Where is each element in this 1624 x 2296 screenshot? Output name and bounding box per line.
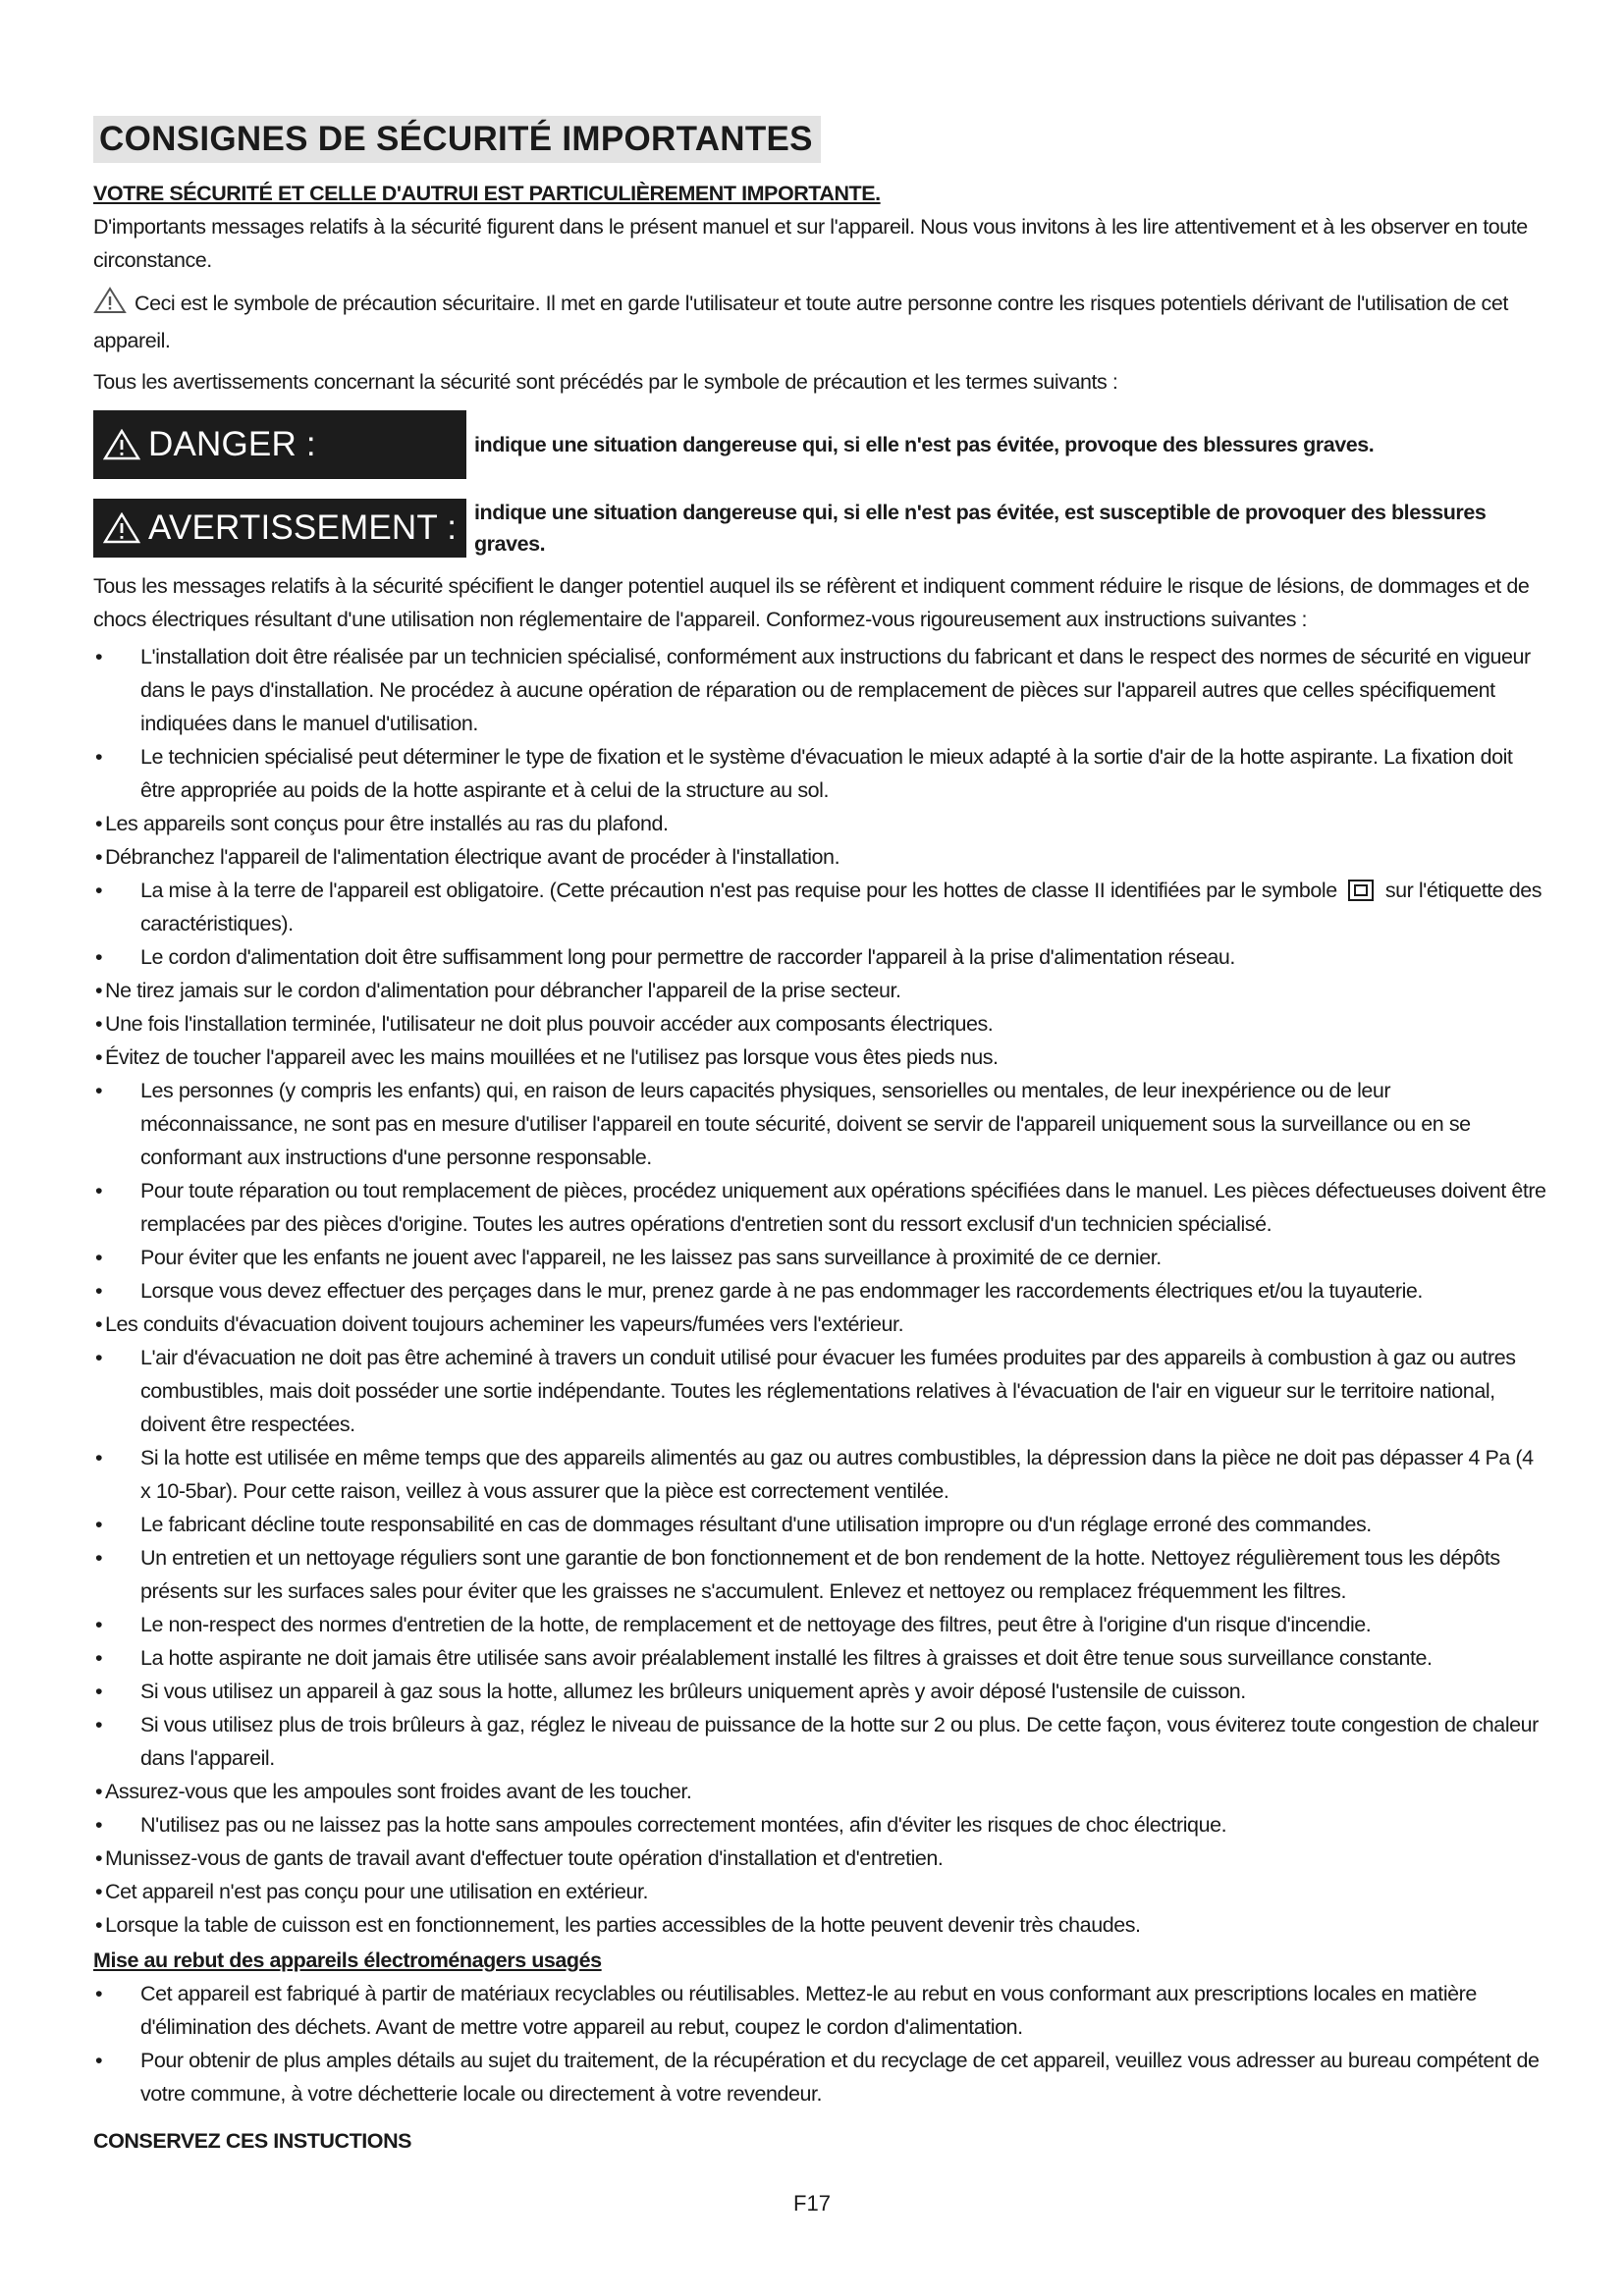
warning-triangle-icon (93, 287, 127, 324)
symbol-paragraph (93, 287, 1546, 357)
list-item: • Le non-respect des normes d'entretien de la hotte, de remplacement et de nettoyage des filtres, peut être à l'origine d'un risque d'incendie. (95, 1613, 1372, 1636)
danger-text: indique une situation dangereuse qui, si elle n'est pas évitée, provoque des blessures graves. (474, 433, 1375, 456)
disposal-list (93, 1977, 1546, 2110)
symbol-text: Ceci est le symbole de précaution sécuritaire. Il met en garde l'utilisateur et toute autre personne contre les risques potentiels dérivant de l'utilisation de cet appareil. (93, 292, 1508, 352)
list-item: • Évitez de toucher l'appareil avec les mains mouillées et ne l'utilisez pas lorsque vous êtes pieds nus. (95, 1045, 999, 1069)
list-item: • Cet appareil est fabriqué à partir de matériaux recyclables ou réutilisables. Mettez-le au rebut en vous conformant aux prescriptions locales en matière d'élimination des déchets. Avant de mettre votre appareil au rebut, coupez le cordon d'alimentation. (95, 1982, 1477, 2039)
intro-paragraph: D'importants messages relatifs à la sécurité figurent dans le présent manuel et sur l'appareil. Nous vous invitons à les lire attentivement et à les observer en toute circonstance. (93, 215, 1528, 272)
warning-triangle-icon (103, 429, 140, 460)
danger-label-box (93, 410, 466, 479)
safety-list (93, 640, 1546, 1942)
list-item: • Débranchez l'appareil de l'alimentation électrique avant de procéder à l'installation. (95, 845, 840, 869)
preceded-paragraph: Tous les avertissements concernant la sécurité sont précédés par le symbole de précaution et les termes suivants : (93, 370, 1118, 394)
list-item: • Les personnes (y compris les enfants) qui, en raison de leurs capacités physiques, sensorielles ou mentales, de leur inexpérience ou de leur méconnaissance, ne sont pas en mesure d'utiliser l'appareil en toute sécurité, doivent se servir de l'appareil uniquement sous la surveillance ou en se conformant aux instructions d'une personne responsable. (95, 1079, 1471, 1169)
list-item: • Pour obtenir de plus amples détails au sujet du traitement, de la récupération et du recyclage de cet appareil, veuillez vous adresser au bureau compétent de votre commune, à votre déchetterie locale ou directement à votre revendeur. (95, 2049, 1540, 2106)
list-item: • Lorsque la table de cuisson est en fonctionnement, les parties accessibles de la hotte peuvent devenir très chaudes. (95, 1913, 1141, 1937)
list-item: • Les appareils sont conçus pour être installés au ras du plafond. (95, 812, 669, 835)
signal-danger (93, 410, 1546, 479)
list-item: • L'installation doit être réalisée par un technicien spécialisé, conformément aux instructions du fabricant et dans le respect des normes de sécurité en vigueur dans le pays d'installation. Ne procédez à aucune opération de réparation ou de remplacement de pièces sur l'appareil autres que celles spécifiquement indiquées dans le manuel d'utilisation. (95, 645, 1531, 735)
list-item: • Pour toute réparation ou tout remplacement de pièces, procédez uniquement aux opérations spécifiées dans le manuel. Les pièces défectueuses doivent être remplacées par des pièces d'origine. Toutes les autres opérations d'entretien sont du ressort exclusif d'un technicien spécialisé. (95, 1179, 1546, 1236)
warning-label: AVERTISSEMENT : (148, 508, 458, 547)
signal-warning (93, 497, 1546, 560)
list-item: • Le technicien spécialisé peut déterminer le type de fixation et le système d'évacuation le mieux adapté à la sortie d'air de la hotte aspirante. La fixation doit être appropriée au poids de la hotte aspirante et à celui de la structure au sol. (95, 745, 1513, 802)
list-item: • L'air d'évacuation ne doit pas être acheminé à travers un conduit utilisé pour évacuer les fumées produites par des appareils à combustion à gaz ou autres combustibles, mais doit posséder une sortie indépendante. Toutes les réglementations relatives à l'évacuation de l'air en vigueur sur le territoire national, doivent être respectées. (95, 1346, 1516, 1436)
list-item: • Ne tirez jamais sur le cordon d'alimentation pour débrancher l'appareil de la prise secteur. (95, 979, 901, 1002)
list-item: • La hotte aspirante ne doit jamais être utilisée sans avoir préalablement installé les filtres à graisses et doit être tenue sous surveillance constante. (95, 1646, 1433, 1670)
list-item: • Pour éviter que les enfants ne jouent avec l'appareil, ne les laissez pas sans surveillance à proximité de ce dernier. (95, 1246, 1162, 1269)
document-body (93, 116, 1546, 2158)
list-item: • Si vous utilisez un appareil à gaz sous la hotte, allumez les brûleurs uniquement après y avoir déposé l'ustensile de cuisson. (95, 1680, 1246, 1703)
list-item: • Une fois l'installation terminée, l'utilisateur ne doit plus pouvoir accéder aux composants électriques. (95, 1012, 994, 1036)
list-item: • Un entretien et un nettoyage réguliers sont une garantie de bon fonctionnement et de bon rendement de la hotte. Nettoyez régulièrement tous les dépôts présents sur les surfaces sales pour éviter que les graisses ne s'accumulent. Enlevez et nettoyez ou remplacez fréquemment les filtres. (95, 1546, 1500, 1603)
class-ii-icon (1348, 880, 1374, 901)
danger-label: DANGER : (148, 425, 316, 463)
warning-triangle-icon (103, 512, 140, 544)
keep-instructions: CONSERVEZ CES INSTUCTIONS (93, 2129, 412, 2153)
list-item: • La mise à la terre de l'appareil est obligatoire. (Cette précaution n'est pas requise pour les hottes de classe II identifiées par le symbole sur l'étiquette des caractéristiques). (95, 879, 1543, 935)
list-item: • Si la hotte est utilisée en même temps que des appareils alimentés au gaz ou autres combustibles, la dépression dans la pièce ne doit pas dépasser 4 Pa (4 x 10-5bar). Pour cette raison, veillez à vous assurer que la pièce est correctement ventilée. (95, 1446, 1534, 1503)
list-item: • Le fabricant décline toute responsabilité en cas de dommages résultant d'une utilisation impropre ou d'un réglage erroné des commandes. (95, 1513, 1372, 1536)
page-title: CONSIGNES DE SÉCURITÉ IMPORTANTES (93, 116, 821, 163)
list-item: • Le cordon d'alimentation doit être suffisamment long pour permettre de raccorder l'appareil à la prise d'alimentation réseau. (95, 945, 1235, 969)
list-item: • Les conduits d'évacuation doivent toujours acheminer les vapeurs/fumées vers l'extérieur. (95, 1312, 904, 1336)
list-item: • Munissez-vous de gants de travail avant d'effectuer toute opération d'installation et d'entretien. (95, 1846, 944, 1870)
page-number: F17 (793, 2191, 831, 2216)
section-subtitle: VOTRE SÉCURITÉ ET CELLE D'AUTRUI EST PARTICULIÈREMENT IMPORTANTE. (93, 182, 881, 205)
list-item: • Si vous utilisez plus de trois brûleurs à gaz, réglez le niveau de puissance de la hotte sur 2 ou plus. De cette façon, vous éviterez toute congestion de chaleur dans l'appareil. (95, 1713, 1539, 1770)
list-item: • Cet appareil n'est pas conçu pour une utilisation en extérieur. (95, 1880, 649, 1903)
disposal-title: Mise au rebut des appareils électroménagers usagés (93, 1949, 602, 1972)
messages-intro: Tous les messages relatifs à la sécurité spécifient le danger potentiel auquel ils se réfèrent et indiquent comment réduire le risque de lésions, de dommages et de chocs électriques résultant d'une utilisation non réglementaire de l'appareil. Conformez-vous rigoureusement aux instructions suivantes : (93, 574, 1530, 631)
warning-text: indique une situation dangereuse qui, si elle n'est pas évitée, est susceptible de provoquer des blessures graves. (474, 501, 1487, 556)
list-item: • Assurez-vous que les ampoules sont froides avant de les toucher. (95, 1780, 692, 1803)
list-item: • N'utilisez pas ou ne laissez pas la hotte sans ampoules correctement montées, afin d'éviter les risques de choc électrique. (95, 1813, 1227, 1837)
warning-label-box (93, 499, 466, 558)
list-item: • Lorsque vous devez effectuer des perçages dans le mur, prenez garde à ne pas endommager les raccordements électriques et/ou la tuyauterie. (95, 1279, 1423, 1303)
